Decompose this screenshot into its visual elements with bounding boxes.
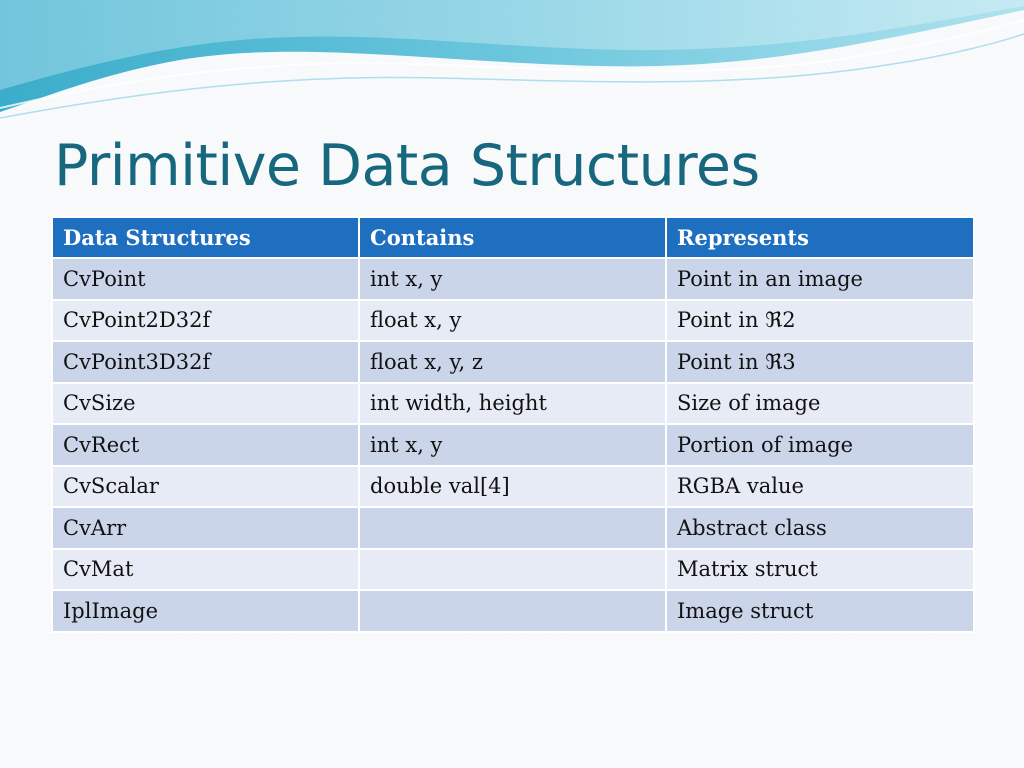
cell-structure: CvRect — [52, 424, 359, 466]
cell-contains: int x, y — [359, 424, 666, 466]
cell-represents: Portion of image — [666, 424, 974, 466]
cell-represents: Image struct — [666, 590, 974, 632]
cell-structure: CvPoint3D32f — [52, 341, 359, 383]
cell-contains — [359, 590, 666, 632]
table-row — [52, 383, 974, 425]
column-header-represents: Represents — [666, 217, 974, 258]
cell-contains: float x, y, z — [359, 341, 666, 383]
cell-represents: Matrix struct — [666, 549, 974, 591]
cell-structure: CvArr — [52, 507, 359, 549]
cell-contains — [359, 549, 666, 591]
table-row — [52, 300, 974, 342]
cell-contains: int x, y — [359, 258, 666, 300]
cell-structure: CvScalar — [52, 466, 359, 508]
cell-represents: Abstract class — [666, 507, 974, 549]
cell-contains: int width, height — [359, 383, 666, 425]
cell-contains — [359, 507, 666, 549]
cell-represents: Point in ℜ2 — [666, 300, 974, 342]
cell-structure: CvPoint — [52, 258, 359, 300]
column-header-contains: Contains — [359, 217, 666, 258]
cell-represents: Point in ℜ3 — [666, 341, 974, 383]
cell-structure: CvMat — [52, 549, 359, 591]
slide-title: Primitive Data Structures — [54, 133, 760, 199]
data-structures-table — [51, 216, 975, 633]
table-row — [52, 466, 974, 508]
table-header-row — [52, 217, 974, 258]
cell-contains: double val[4] — [359, 466, 666, 508]
cell-contains: float x, y — [359, 300, 666, 342]
header-wave-decoration — [0, 0, 1024, 130]
cell-structure: IplImage — [52, 590, 359, 632]
table-row — [52, 507, 974, 549]
table-row — [52, 258, 974, 300]
table-row — [52, 341, 974, 383]
table-row — [52, 549, 974, 591]
cell-structure: CvSize — [52, 383, 359, 425]
cell-represents: RGBA value — [666, 466, 974, 508]
column-header-data-structures: Data Structures — [52, 217, 359, 258]
cell-represents: Size of image — [666, 383, 974, 425]
cell-structure: CvPoint2D32f — [52, 300, 359, 342]
cell-represents: Point in an image — [666, 258, 974, 300]
table-row — [52, 424, 974, 466]
table-row — [52, 590, 974, 632]
